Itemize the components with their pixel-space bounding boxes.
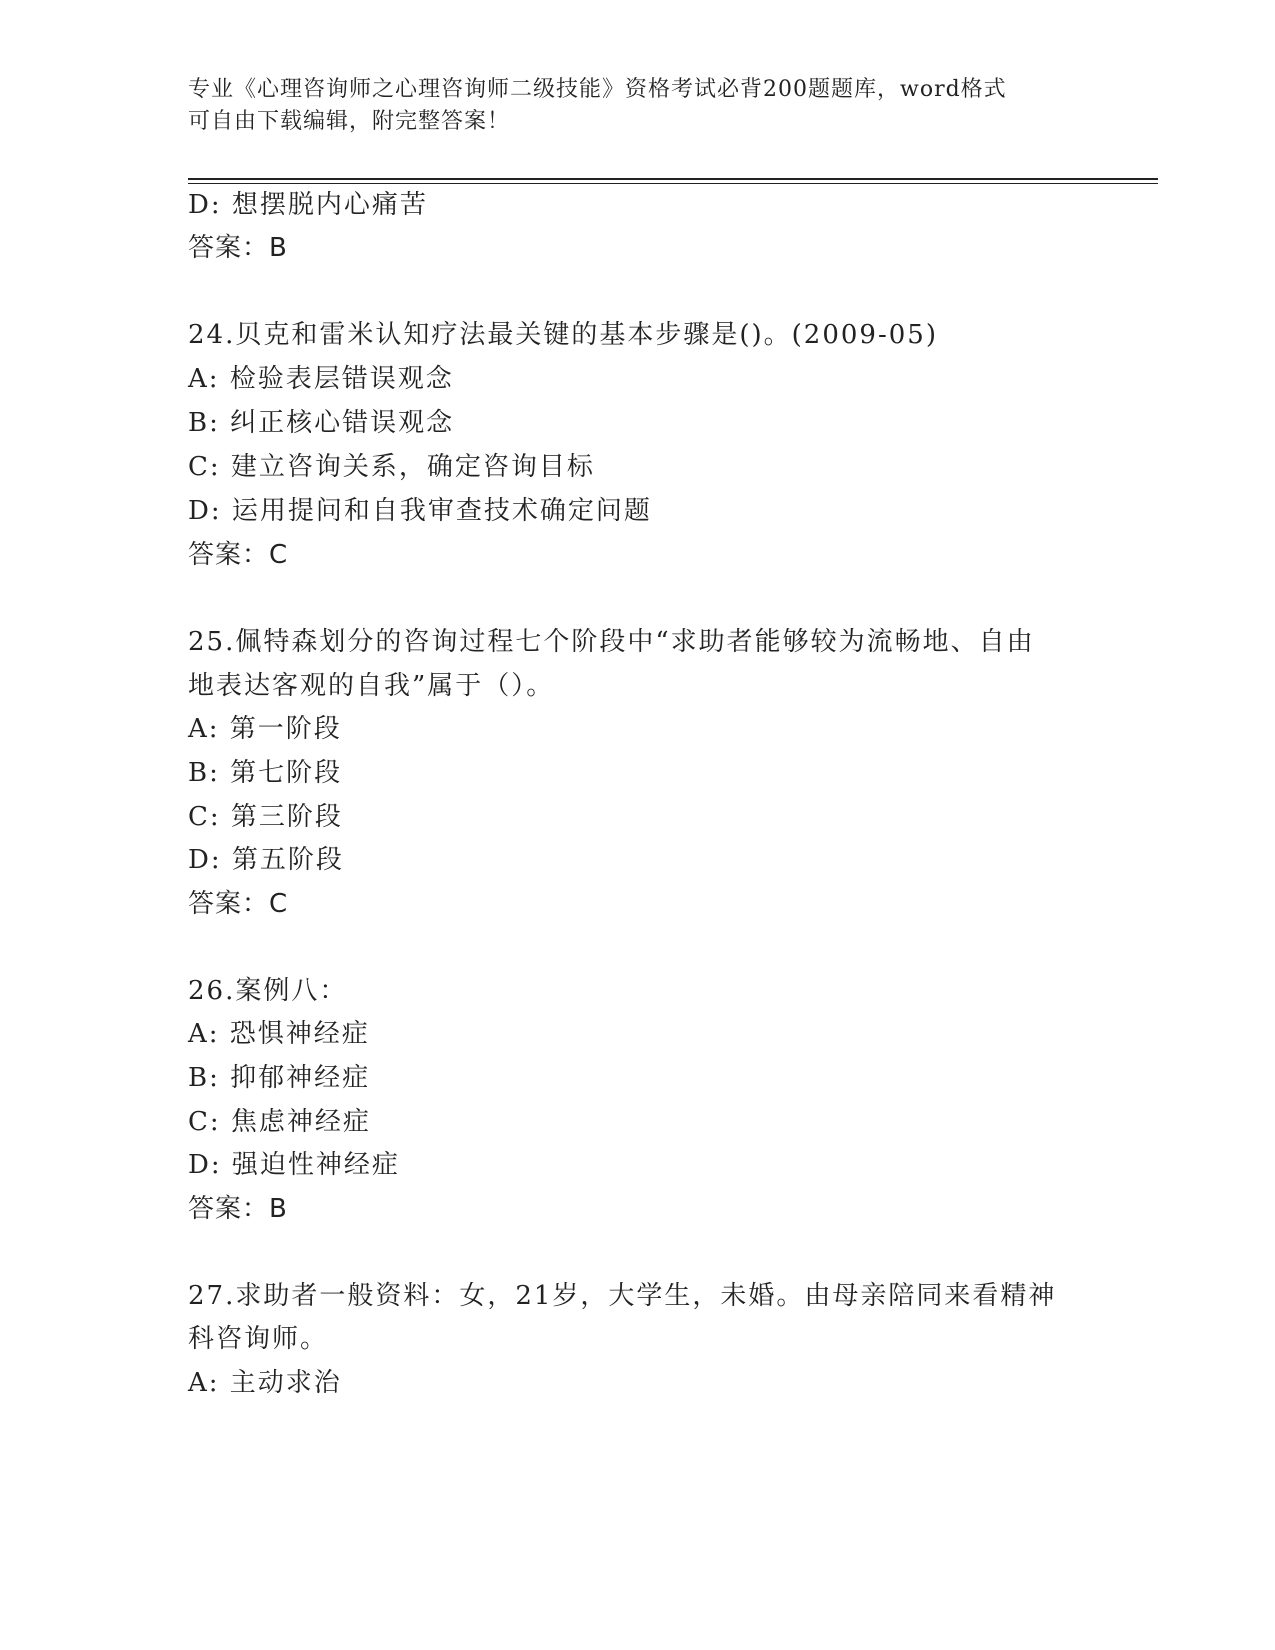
header-divider-thin	[188, 183, 1158, 184]
q27-stem-line-2: 科咨询师。	[188, 1324, 329, 1354]
prev-answer: 答案：B	[188, 233, 288, 263]
q24-option-d: D: 运用提问和自我审查技术确定问题	[188, 496, 652, 526]
prev-option-d: D: 想摆脱内心痛苦	[188, 190, 428, 220]
q25-option-c: C: 第三阶段	[188, 802, 343, 832]
q26-option-d: D: 强迫性神经症	[188, 1150, 400, 1180]
q26-stem: 26.案例八：	[188, 976, 348, 1006]
q25-option-b: B: 第七阶段	[188, 758, 343, 788]
document-header	[188, 74, 1088, 138]
header-line-1: 专业《心理咨询师之心理咨询师二级技能》资格考试必背200题题库，word格式	[188, 77, 1007, 102]
q25-stem-line-1: 25.佩特森划分的咨询过程七个阶段中“求助者能够较为流畅地、自由	[188, 627, 1035, 657]
header-divider-thick	[188, 178, 1158, 180]
q26-option-a: A: 恐惧神经症	[188, 1019, 370, 1049]
q26-answer: 答案：B	[188, 1194, 288, 1224]
q25-option-d: D: 第五阶段	[188, 845, 344, 875]
q25-stem-line-2: 地表达客观的自我”属于（）。	[188, 671, 555, 701]
q24-option-a: A: 检验表层错误观念	[188, 364, 454, 394]
q25-answer: 答案：C	[188, 889, 289, 919]
q24-option-b: B: 纠正核心错误观念	[188, 408, 455, 438]
q26-option-b: B: 抑郁神经症	[188, 1063, 371, 1093]
q27-stem-line-1: 27.求助者一般资料：女，21岁，大学生，未婚。由母亲陪同来看精神	[188, 1281, 1057, 1311]
q24-answer: 答案：C	[188, 540, 289, 570]
header-line-2: 可自由下载编辑，附完整答案！	[188, 109, 511, 134]
q24-stem: 24.贝克和雷米认知疗法最关键的基本步骤是()。(2009-05)	[188, 320, 938, 350]
q24-option-c: C: 建立咨询关系，确定咨询目标	[188, 452, 595, 482]
q27-option-a: A: 主动求治	[188, 1368, 342, 1398]
q25-option-a: A: 第一阶段	[188, 714, 342, 744]
q26-option-c: C: 焦虑神经症	[188, 1107, 371, 1137]
